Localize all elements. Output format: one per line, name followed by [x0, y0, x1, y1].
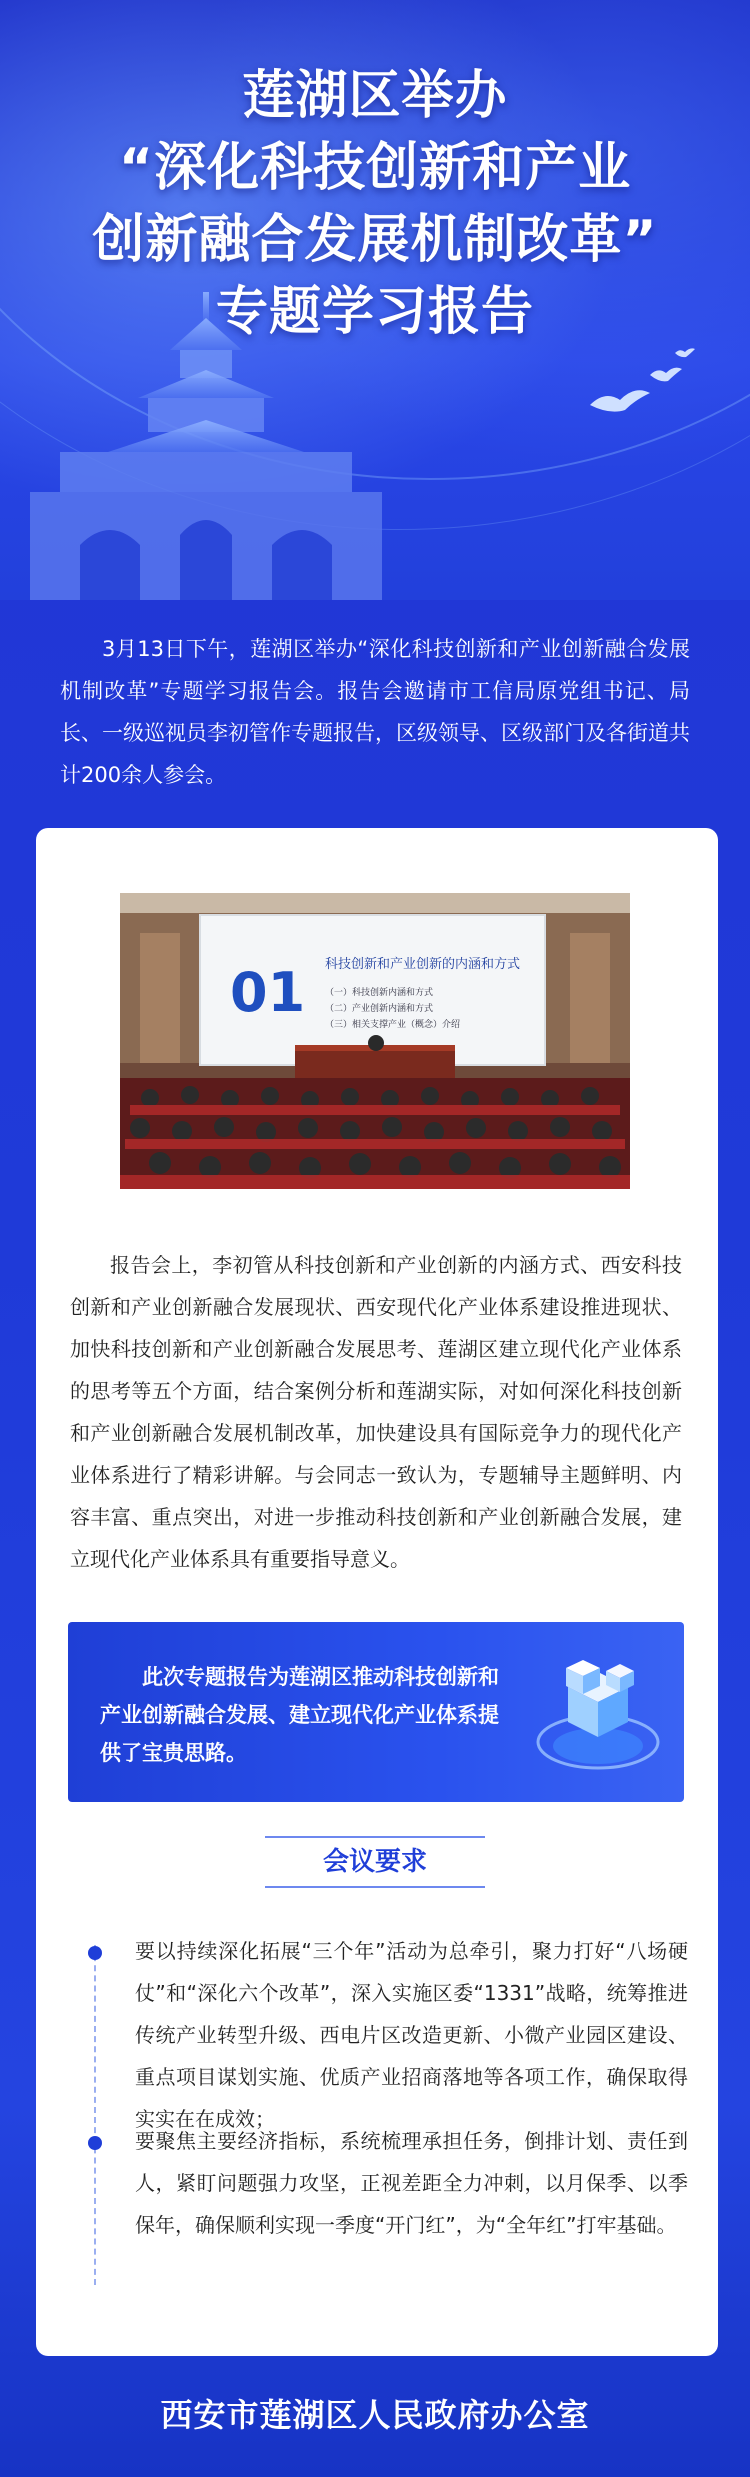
footer-organization: 西安市莲湖区人民政府办公室: [160, 2396, 590, 2434]
section-title: 会议要求: [265, 1836, 485, 1888]
requirement-item: 要以持续深化拓展“三个年”活动为总牵引，聚力打好“八场硬仗”和“深化六个改革”，深入实施区委“1331”战略，统筹推进传统产业转型升级、西电片区改造更新、小微产业园区建设、重点项目谋划实施、优质产业招商落地等各项工作，确保取得实实在在成效；: [135, 1939, 688, 2131]
slide-heading: 科技创新和产业创新的内涵和方式: [325, 957, 521, 972]
highlight-text: 此次专题报告为莲湖区推动科技创新和产业创新融合发展、建立现代化产业体系提供了宝贵思路。: [100, 1665, 499, 1765]
timeline-line: [94, 1945, 96, 2285]
timeline-dot: [88, 1946, 102, 1960]
slide-item: （二）产业创新内涵和方式: [325, 1004, 434, 1014]
doves-icon: [580, 345, 700, 435]
highlight-box: [68, 1622, 684, 1802]
hero-banner: [0, 0, 750, 600]
meeting-photo: [120, 893, 630, 1189]
page-title: [0, 60, 750, 348]
slide-item: （一）科技创新内涵和方式: [325, 988, 434, 998]
slide-item: （三）相关支撑产业（概念）介绍: [325, 1020, 461, 1030]
title-line: 专题学习报告: [215, 282, 534, 342]
title-line: 莲湖区举办: [242, 66, 508, 126]
slide-number: 01: [230, 961, 306, 1024]
timeline-dot: [88, 2136, 102, 2150]
title-line: 创新融合发展机制改革”: [92, 210, 658, 270]
meeting-photo-illustration: [120, 893, 630, 1189]
intro-paragraph: 3月13日下午，莲湖区举办“深化科技创新和产业创新融合发展机制改革”专题学习报告会。报告会邀请市工信局原党组书记、局长、一级巡视员李初管作专题报告，区级领导、区级部门及各街道共计200余人参会。: [60, 637, 690, 787]
isometric-cubes-icon: [528, 1642, 668, 1782]
report-paragraph: 报告会上，李初管从科技创新和产业创新的内涵方式、西安科技创新和产业创新融合发展现状、西安现代化产业体系建设推进现状、加快科技创新和产业创新融合发展思考、莲湖区建立现代化产业体系的思考等五个方面，结合案例分析和莲湖实际，对如何深化科技创新和产业创新融合发展机制改革，加快建设具有国际竞争力的现代化产业体系进行了精彩讲解。与会同志一致认为，专题辅导主题鲜明、内容丰富、重点突出，对进一步推动科技创新和产业创新融合发展，建立现代化产业体系具有重要指导意义。: [70, 1253, 682, 1571]
requirement-item: 要聚焦主要经济指标，系统梳理承担任务，倒排计划、责任到人，紧盯问题强力攻坚，正视差距全力冲刺，以月保季、以季保年，确保顺利实现一季度“开门红”，为“全年红”打牢基础。: [135, 2129, 688, 2237]
title-line: “深化科技创新和产业: [118, 138, 632, 198]
